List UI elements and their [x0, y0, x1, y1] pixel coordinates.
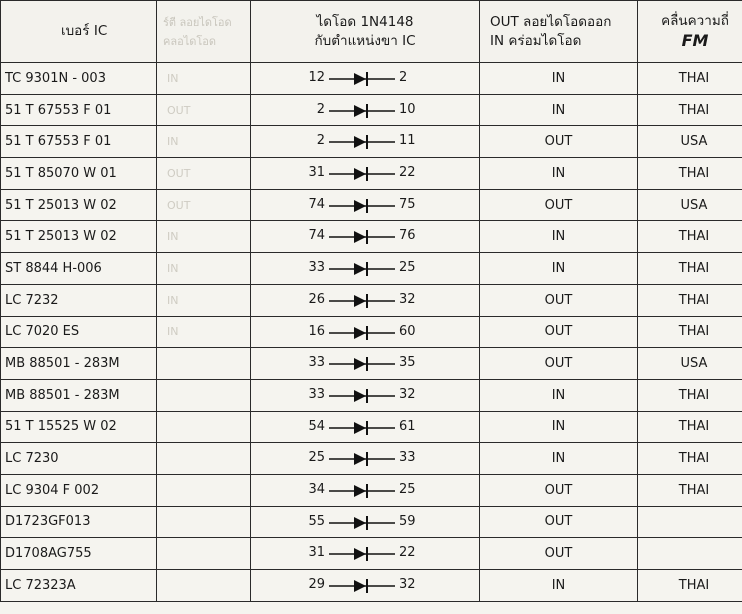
ic-number-cell: LC 7232 — [1, 284, 157, 316]
table-row — [1, 506, 742, 538]
ic-number-cell: TC 9301N - 003 — [1, 63, 157, 95]
fm-band-cell — [638, 538, 742, 570]
diode-pin-cell — [251, 253, 480, 285]
ic-number-cell: LC 9304 F 002 — [1, 474, 157, 506]
fm-band-cell: THAI — [638, 316, 742, 348]
cathode-pin: 10 — [399, 101, 416, 117]
table-row — [1, 474, 742, 506]
diode-symbol-icon — [329, 293, 395, 309]
diode-symbol-icon — [329, 134, 395, 150]
diode-pin-cell — [251, 284, 480, 316]
diode-symbol-icon — [329, 261, 395, 277]
ic-number-cell: ST 8844 H-006 — [1, 253, 157, 285]
out-in-cell: OUT — [480, 538, 638, 570]
cathode-pin: 32 — [399, 386, 416, 402]
fm-band-cell: THAI — [638, 253, 742, 285]
bleedthrough-cell — [157, 570, 251, 602]
cathode-pin: 75 — [399, 196, 416, 212]
header-diode-line2: กับตำแหน่งขา IC — [314, 32, 416, 49]
bleedthrough-cell — [157, 348, 251, 380]
out-in-cell: OUT — [480, 316, 638, 348]
table-row — [1, 189, 742, 221]
diode-pin-cell — [251, 538, 480, 570]
bleedthrough-cell: IN — [157, 316, 251, 348]
fm-band-cell: THAI — [638, 94, 742, 126]
bleedthrough-cell: OUT — [157, 158, 251, 190]
out-in-cell: IN — [480, 158, 638, 190]
cathode-pin: 60 — [399, 323, 416, 339]
fm-band-cell: THAI — [638, 443, 742, 475]
header-fm-line2: FM — [681, 30, 709, 50]
out-in-cell: IN — [480, 379, 638, 411]
out-in-cell: IN — [480, 63, 638, 95]
anode-pin: 33 — [308, 386, 325, 402]
table-row — [1, 538, 742, 570]
cathode-pin: 25 — [399, 260, 416, 276]
fm-band-cell: THAI — [638, 284, 742, 316]
ic-number-cell: LC 7230 — [1, 443, 157, 475]
anode-pin: 74 — [308, 228, 325, 244]
anode-pin: 31 — [308, 165, 325, 181]
anode-pin: 34 — [308, 481, 325, 497]
bleedthrough-cell — [157, 411, 251, 443]
diode-pin-cell — [251, 379, 480, 411]
bleedthrough-cell — [157, 474, 251, 506]
out-in-cell: OUT — [480, 506, 638, 538]
out-in-cell: IN — [480, 253, 638, 285]
ic-number-cell: 51 T 67553 F 01 — [1, 126, 157, 158]
header-ic-number: เบอร์ IC — [1, 1, 157, 63]
fm-band-cell — [638, 506, 742, 538]
cathode-pin: 22 — [399, 545, 416, 561]
diode-symbol-icon — [329, 229, 395, 245]
table-row — [1, 94, 742, 126]
ic-number-cell: LC 7020 ES — [1, 316, 157, 348]
anode-pin: 29 — [308, 577, 325, 592]
cathode-pin: 22 — [399, 165, 416, 181]
diode-symbol-icon — [329, 483, 395, 499]
header-out-in — [480, 1, 638, 63]
fm-band-cell: THAI — [638, 63, 742, 95]
ic-number-cell: LC 72323A — [1, 570, 157, 602]
header-fm-frequency — [638, 1, 742, 63]
anode-pin: 31 — [308, 545, 325, 561]
bleedthrough-cell — [157, 506, 251, 538]
table-row — [1, 126, 742, 158]
diode-symbol-icon — [329, 546, 395, 562]
table-row — [1, 379, 742, 411]
bleedthrough-cell: IN — [157, 126, 251, 158]
table-row — [1, 411, 742, 443]
table-row — [1, 253, 742, 285]
out-in-cell: IN — [480, 411, 638, 443]
cathode-pin: 11 — [399, 133, 416, 149]
ic-number-cell: D1708AG755 — [1, 538, 157, 570]
ic-number-cell: D1723GF013 — [1, 506, 157, 538]
cathode-pin: 76 — [399, 228, 416, 244]
diode-pin-cell — [251, 158, 480, 190]
ic-number-cell: MB 88501 - 283M — [1, 379, 157, 411]
ic-number-cell: 51 T 15525 W 02 — [1, 411, 157, 443]
diode-symbol-icon — [329, 356, 395, 372]
diode-symbol-icon — [329, 325, 395, 341]
anode-pin: 25 — [308, 450, 325, 466]
fm-band-cell: THAI — [638, 570, 742, 602]
cathode-pin: 2 — [399, 70, 408, 85]
diode-symbol-icon — [329, 578, 395, 594]
diode-pin-cell — [251, 348, 480, 380]
fm-band-cell: THAI — [638, 474, 742, 506]
diode-pin-cell — [251, 411, 480, 443]
header-diode-line1: ไดโอด 1N4148 — [316, 13, 414, 30]
bleedthrough-cell: IN — [157, 63, 251, 95]
table-row — [1, 221, 742, 253]
fm-band-cell: THAI — [638, 158, 742, 190]
diode-pin-cell — [251, 126, 480, 158]
table-row — [1, 443, 742, 475]
ic-number-cell: 51 T 67553 F 01 — [1, 94, 157, 126]
anode-pin: 33 — [308, 260, 325, 276]
out-in-cell: OUT — [480, 474, 638, 506]
header-in-line: IN คร่อมไดโอด — [490, 32, 582, 49]
header-bleedthrough — [157, 1, 251, 63]
bleedthrough-cell — [157, 538, 251, 570]
out-in-cell: OUT — [480, 284, 638, 316]
anode-pin: 2 — [316, 133, 325, 149]
table-header-row — [1, 1, 742, 63]
table-row — [1, 284, 742, 316]
diode-pin-cell — [251, 443, 480, 475]
header-diode — [251, 1, 480, 63]
table-row — [1, 158, 742, 190]
cathode-pin: 59 — [399, 513, 416, 529]
table-row — [1, 348, 742, 380]
diode-symbol-icon — [329, 388, 395, 404]
diode-pin-cell — [251, 474, 480, 506]
bleed-text-2: คลอไดโอด — [163, 34, 217, 48]
fm-band-cell: THAI — [638, 411, 742, 443]
diode-pin-cell — [251, 570, 480, 602]
ic-number-cell: 51 T 25013 W 02 — [1, 221, 157, 253]
diode-pin-cell — [251, 506, 480, 538]
bleedthrough-cell: OUT — [157, 94, 251, 126]
header-out-line: OUT ลอยไดโอดออก — [490, 13, 612, 30]
table-row — [1, 570, 742, 602]
diode-pin-cell — [251, 94, 480, 126]
fm-band-cell: THAI — [638, 221, 742, 253]
anode-pin: 55 — [308, 513, 325, 529]
bleedthrough-cell — [157, 443, 251, 475]
anode-pin: 74 — [308, 196, 325, 212]
diode-symbol-icon — [329, 103, 395, 119]
fm-band-cell: USA — [638, 126, 742, 158]
cathode-pin: 35 — [399, 355, 416, 371]
cathode-pin: 25 — [399, 481, 416, 497]
fm-band-cell: THAI — [638, 379, 742, 411]
table-body — [1, 63, 742, 602]
anode-pin: 54 — [308, 418, 325, 434]
bleedthrough-cell: OUT — [157, 189, 251, 221]
table-row — [1, 316, 742, 348]
diode-symbol-icon — [329, 451, 395, 467]
ic-number-cell: MB 88501 - 283M — [1, 348, 157, 380]
anode-pin: 33 — [308, 355, 325, 371]
ic-number-cell: 51 T 85070 W 01 — [1, 158, 157, 190]
out-in-cell: OUT — [480, 189, 638, 221]
anode-pin: 12 — [308, 70, 325, 85]
header-fm-line1: คลื่นความถี่ — [661, 12, 729, 29]
bleedthrough-cell — [157, 379, 251, 411]
ic-number-cell: 51 T 25013 W 02 — [1, 189, 157, 221]
out-in-cell: IN — [480, 221, 638, 253]
anode-pin: 26 — [308, 291, 325, 307]
out-in-cell: IN — [480, 443, 638, 475]
diode-symbol-icon — [329, 71, 395, 87]
bleedthrough-cell: IN — [157, 284, 251, 316]
diode-pin-cell — [251, 316, 480, 348]
cathode-pin: 32 — [399, 291, 416, 307]
bleedthrough-cell: IN — [157, 221, 251, 253]
diode-symbol-icon — [329, 515, 395, 531]
bleedthrough-cell: IN — [157, 253, 251, 285]
diode-symbol-icon — [329, 166, 395, 182]
table-row — [1, 63, 742, 95]
diode-symbol-icon — [329, 420, 395, 436]
cathode-pin: 61 — [399, 418, 416, 434]
anode-pin: 2 — [316, 101, 325, 117]
out-in-cell: OUT — [480, 348, 638, 380]
fm-band-cell: USA — [638, 348, 742, 380]
diode-pin-cell — [251, 189, 480, 221]
bleed-text-1: ร์ตี ลอยไดโอด — [163, 15, 232, 29]
fm-band-cell: USA — [638, 189, 742, 221]
diode-symbol-icon — [329, 198, 395, 214]
out-in-cell: IN — [480, 94, 638, 126]
cathode-pin: 33 — [399, 450, 416, 466]
anode-pin: 16 — [308, 323, 325, 339]
out-in-cell: OUT — [480, 126, 638, 158]
out-in-cell: IN — [480, 570, 638, 602]
cathode-pin: 32 — [399, 577, 416, 592]
diode-pin-cell — [251, 63, 480, 95]
diode-pin-cell — [251, 221, 480, 253]
